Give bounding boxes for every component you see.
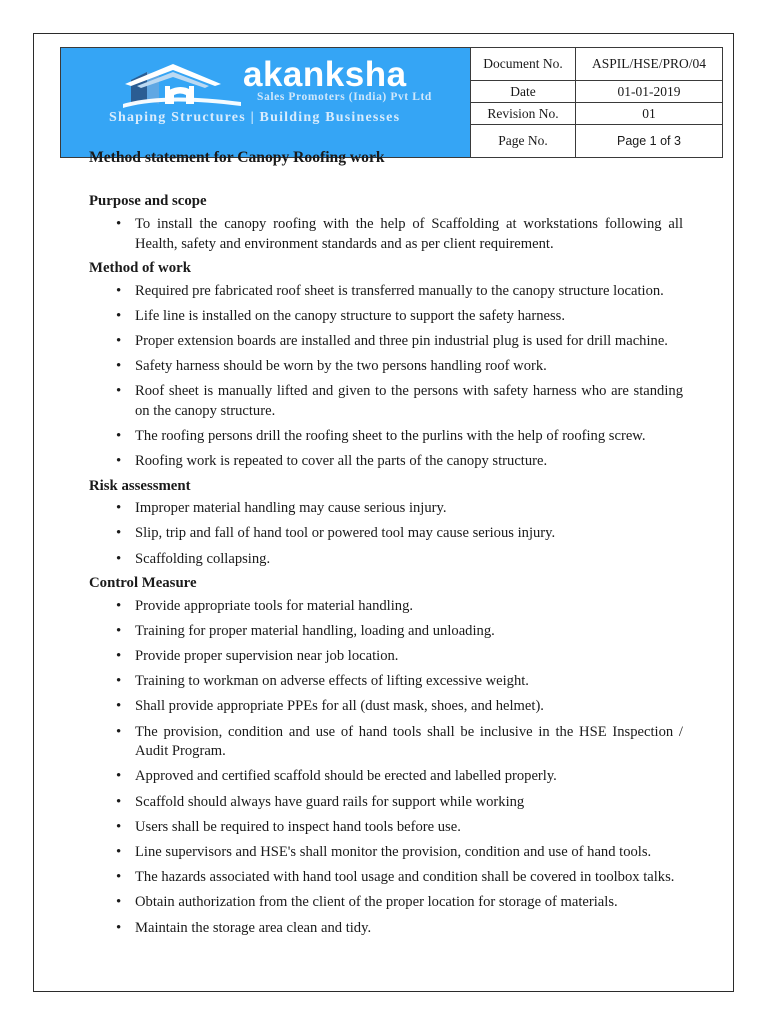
list-item: • Roofing work is repeated to cover all the parts of the canopy structure. [89, 452, 683, 472]
list-item: • Scaffold should always have guard rails for support while working [89, 793, 683, 813]
list-item: • Safety harness should be worn by the two persons handling roof work. [89, 357, 683, 377]
list-item: • Slip, trip and fall of hand tool or powered tool may cause serious injury. [89, 524, 683, 544]
list-item: • Approved and certified scaffold should be erected and labelled properly. [89, 767, 683, 787]
section-purpose-and-scope [89, 193, 683, 254]
list-item: • Required pre fabricated roof sheet is transferred manually to the canopy structure location. [89, 282, 683, 302]
akanksha-building-icon [123, 60, 243, 110]
section-control-measure [89, 575, 683, 938]
list-item: • Users shall be required to inspect hand tools before use. [89, 818, 683, 838]
document-page [33, 33, 734, 992]
list-item: • Training for proper material handling, loading and unloading. [89, 622, 683, 642]
meta-label-revision-no: Revision No. [471, 103, 576, 125]
brand-name: akanksha [243, 55, 407, 94]
meta-label-page-no: Page No. [471, 125, 576, 158]
section-bullet-list [89, 499, 683, 569]
list-item: • The hazards associated with hand tool usage and condition shall be covered in toolbox talks. [89, 868, 683, 888]
section-heading: Control Measure [89, 574, 197, 591]
section-heading: Method of work [89, 259, 191, 276]
meta-value-revision-no: 01 [576, 103, 723, 125]
company-logo [61, 48, 470, 157]
list-item: • Roof sheet is manually lifted and given to the persons with safety harness who are standing on the canopy structure. [89, 382, 683, 421]
list-item: • Maintain the storage area clean and tidy. [89, 919, 683, 939]
brand-tagline: Shaping Structures | Building Businesses [109, 110, 401, 125]
brand-subtitle: Sales Promoters (India) Pvt Ltd [257, 91, 432, 103]
section-bullet-list [89, 282, 683, 473]
page-title: Method statement for Canopy Roofing work [89, 149, 385, 166]
header-row-document-no [61, 48, 723, 81]
meta-label-date: Date [471, 81, 576, 103]
list-item: • Provide appropriate tools for material handling. [89, 597, 683, 617]
list-item: • Line supervisors and HSE's shall monitor the provision, condition and use of hand tools. [89, 843, 683, 863]
section-bullet-list [89, 597, 683, 939]
meta-value-document-no: ASPIL/HSE/PRO/04 [576, 48, 723, 81]
section-heading: Risk assessment [89, 477, 191, 494]
list-item: • Improper material handling may cause serious injury. [89, 499, 683, 519]
meta-label-document-no: Document No. [471, 48, 576, 81]
list-item: • Shall provide appropriate PPEs for all (dust mask, shoes, and helmet). [89, 697, 683, 717]
list-item: • To install the canopy roofing with the help of Scaffolding at workstations following all Health, safety and environment standards and as per client requirement. [89, 215, 683, 254]
list-item: • Life line is installed on the canopy structure to support the safety harness. [89, 307, 683, 327]
document-body [89, 149, 683, 944]
list-item: • Proper extension boards are installed and three pin industrial plug is used for drill machine. [89, 332, 683, 352]
list-item: • Provide proper supervision near job location. [89, 647, 683, 667]
list-item: • Obtain authorization from the client of the proper location for storage of materials. [89, 893, 683, 913]
list-item: • The roofing persons drill the roofing sheet to the purlins with the help of roofing screw. [89, 427, 683, 447]
list-item: • Scaffolding collapsing. [89, 550, 683, 570]
list-item: • Training to workman on adverse effects of lifting excessive weight. [89, 672, 683, 692]
section-risk-assessment [89, 478, 683, 570]
document-header-table [60, 47, 723, 158]
meta-value-date: 01-01-2019 [576, 81, 723, 103]
section-bullet-list [89, 215, 683, 254]
section-heading: Purpose and scope [89, 193, 207, 210]
list-item: • The provision, condition and use of hand tools shall be inclusive in the HSE Inspection / Audit Program. [89, 723, 683, 762]
meta-value-page-no: Page 1 of 3 [576, 125, 723, 158]
section-method-of-work [89, 260, 683, 472]
company-logo-cell [61, 48, 471, 158]
